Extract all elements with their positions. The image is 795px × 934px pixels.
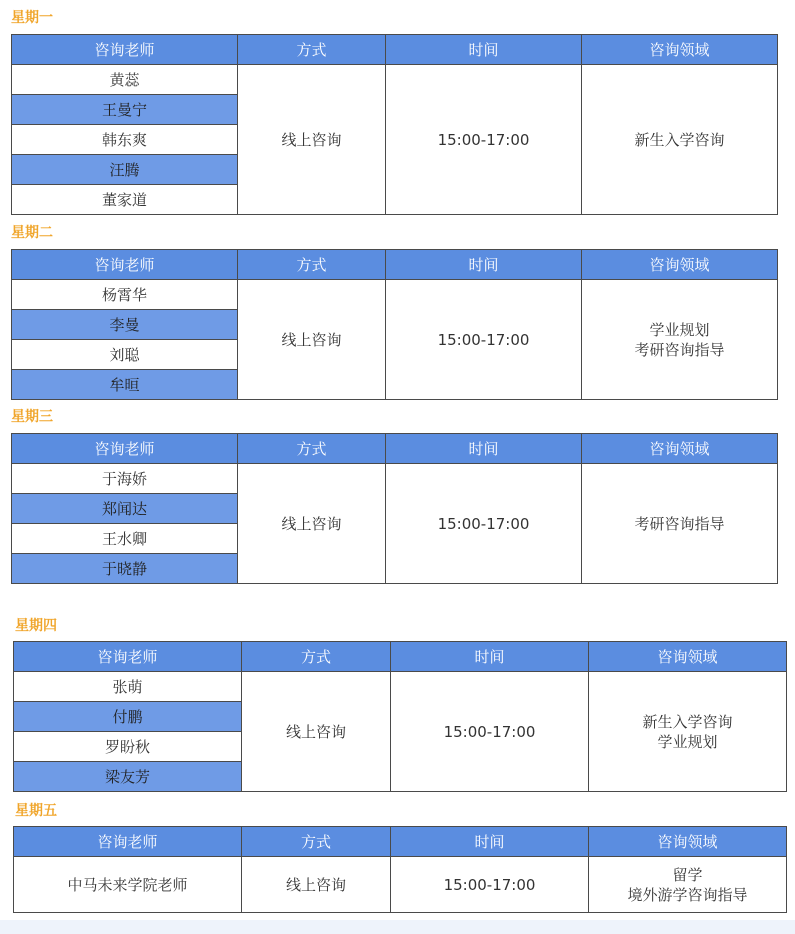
header-field: 咨询领域 bbox=[582, 434, 778, 464]
header-time: 时间 bbox=[386, 250, 582, 280]
teacher-name: 罗盼秋 bbox=[14, 732, 242, 762]
header-time: 时间 bbox=[386, 35, 582, 65]
teacher-name: 杨霄华 bbox=[12, 280, 238, 310]
header-time: 时间 bbox=[391, 827, 589, 857]
table-header-row bbox=[14, 642, 787, 672]
header-mode: 方式 bbox=[242, 827, 391, 857]
teacher-name: 梁友芳 bbox=[14, 762, 242, 792]
teacher-name: 郑闻达 bbox=[12, 494, 238, 524]
time-cell: 15:00-17:00 bbox=[391, 672, 589, 792]
day-label-tuesday: 星期二 bbox=[11, 225, 53, 241]
field-cell bbox=[589, 857, 787, 913]
header-mode: 方式 bbox=[238, 250, 386, 280]
day-label-thursday: 星期四 bbox=[15, 618, 57, 634]
header-teacher: 咨询老师 bbox=[12, 434, 238, 464]
teacher-name: 中马未来学院老师 bbox=[14, 857, 242, 913]
header-field: 咨询领域 bbox=[589, 642, 787, 672]
field-line: 境外游学咨询指导 bbox=[627, 885, 748, 904]
teacher-name: 于晓静 bbox=[12, 554, 238, 584]
time-cell: 15:00-17:00 bbox=[391, 857, 589, 913]
header-time: 时间 bbox=[391, 642, 589, 672]
teacher-name: 刘聪 bbox=[12, 340, 238, 370]
header-field: 咨询领域 bbox=[589, 827, 787, 857]
field-cell bbox=[589, 672, 787, 792]
teacher-name: 于海娇 bbox=[12, 464, 238, 494]
field-line: 学业规划 bbox=[657, 732, 718, 751]
field-cell bbox=[582, 280, 778, 400]
day-label-monday: 星期一 bbox=[11, 10, 53, 26]
table-header-row bbox=[12, 35, 778, 65]
teacher-name: 李曼 bbox=[12, 310, 238, 340]
teacher-name: 牟晅 bbox=[12, 370, 238, 400]
teacher-name: 黄蕊 bbox=[12, 65, 238, 95]
teacher-name: 王水卿 bbox=[12, 524, 238, 554]
table-header-row bbox=[12, 434, 778, 464]
teacher-name: 付鹏 bbox=[14, 702, 242, 732]
table-row bbox=[12, 65, 778, 95]
mode-cell: 线上咨询 bbox=[238, 65, 386, 215]
teacher-name: 韩东爽 bbox=[12, 125, 238, 155]
field-line: 学业规划 bbox=[649, 320, 710, 339]
header-field: 咨询领域 bbox=[582, 35, 778, 65]
time-cell: 15:00-17:00 bbox=[386, 65, 582, 215]
table-row bbox=[14, 857, 787, 913]
schedule-table-wednesday bbox=[11, 433, 778, 584]
field-line: 考研咨询指导 bbox=[634, 514, 725, 533]
field-line: 新生入学咨询 bbox=[634, 130, 725, 149]
schedule-table-monday bbox=[11, 34, 778, 215]
page-bottom-band bbox=[0, 920, 795, 934]
table-row bbox=[12, 464, 778, 494]
schedule-table-friday bbox=[13, 826, 787, 913]
header-teacher: 咨询老师 bbox=[12, 35, 238, 65]
header-mode: 方式 bbox=[238, 35, 386, 65]
table-row bbox=[12, 280, 778, 310]
table-header-row bbox=[12, 250, 778, 280]
teacher-name: 张萌 bbox=[14, 672, 242, 702]
header-teacher: 咨询老师 bbox=[14, 827, 242, 857]
time-cell: 15:00-17:00 bbox=[386, 280, 582, 400]
table-header-row bbox=[14, 827, 787, 857]
day-label-wednesday: 星期三 bbox=[11, 409, 53, 425]
header-field: 咨询领域 bbox=[582, 250, 778, 280]
schedule-table-tuesday bbox=[11, 249, 778, 400]
header-mode: 方式 bbox=[238, 434, 386, 464]
field-cell bbox=[582, 65, 778, 215]
mode-cell: 线上咨询 bbox=[238, 464, 386, 584]
header-time: 时间 bbox=[386, 434, 582, 464]
teacher-name: 汪腾 bbox=[12, 155, 238, 185]
field-line: 留学 bbox=[672, 865, 703, 884]
mode-cell: 线上咨询 bbox=[242, 672, 391, 792]
teacher-name: 王曼宁 bbox=[12, 95, 238, 125]
field-line: 考研咨询指导 bbox=[634, 340, 725, 359]
time-cell: 15:00-17:00 bbox=[386, 464, 582, 584]
table-row bbox=[14, 672, 787, 702]
header-teacher: 咨询老师 bbox=[14, 642, 242, 672]
field-line: 新生入学咨询 bbox=[642, 712, 733, 731]
header-teacher: 咨询老师 bbox=[12, 250, 238, 280]
day-label-friday: 星期五 bbox=[15, 803, 57, 819]
field-cell bbox=[582, 464, 778, 584]
mode-cell: 线上咨询 bbox=[242, 857, 391, 913]
schedule-table-thursday bbox=[13, 641, 787, 792]
header-mode: 方式 bbox=[242, 642, 391, 672]
teacher-name: 董家道 bbox=[12, 185, 238, 215]
mode-cell: 线上咨询 bbox=[238, 280, 386, 400]
